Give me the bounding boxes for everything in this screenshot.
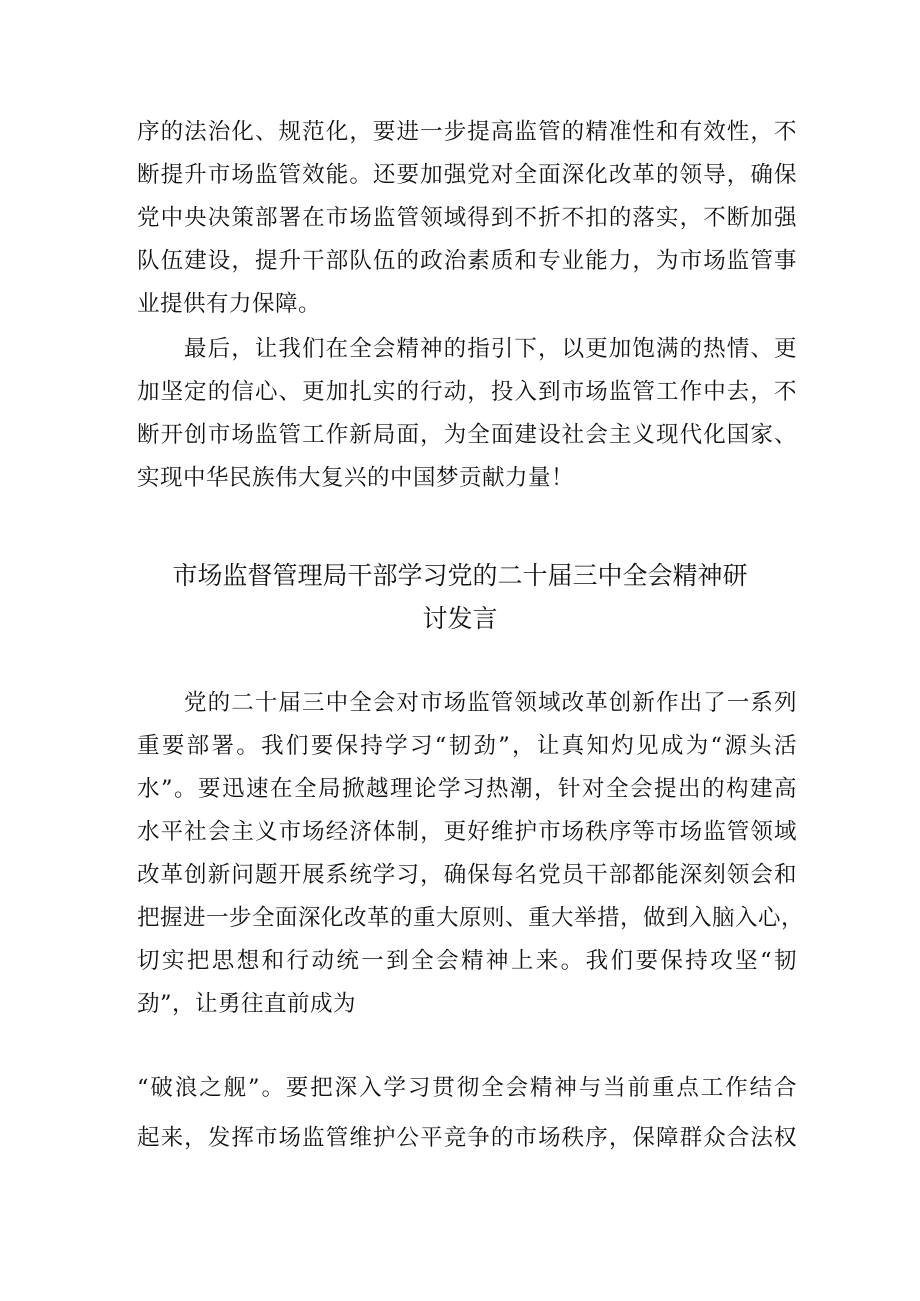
paragraph-b-line-2: 加坚定的信心、更加扎实的行动，投入到市场监管工作中去，不 bbox=[137, 379, 797, 405]
paragraph-c-line-5: 改革创新问题开展系统学习，确保每名党员干部都能深刻领会和 bbox=[137, 862, 797, 888]
paragraph-c-line-4: 水平社会主义市场经济体制，更好维护市场秩序等市场监管领域 bbox=[137, 819, 797, 845]
paragraph-c-line-8: 劲”，让勇往直前成为 bbox=[137, 991, 357, 1017]
paragraph-a-line-4: 队伍建设，提升干部队伍的政治素质和专业能力，为市场监管事 bbox=[137, 248, 797, 274]
paragraph-b-line-3: 断开创市场监管工作新局面，为全面建设社会主义现代化国家、 bbox=[137, 422, 797, 448]
paragraph-a-line-5: 业提供有力保障。 bbox=[137, 291, 322, 317]
paragraph-a-line-1: 序的法治化、规范化，要进一步提高监管的精准性和有效性，不 bbox=[137, 119, 797, 145]
paragraph-c-line-3: 水”。要迅速在全局掀越理论学习热潮，针对全会提出的构建高 bbox=[137, 776, 797, 802]
paragraph-c-line-7: 切实把思想和行动统一到全会精神上来。我们要保持攻坚“韧 bbox=[137, 948, 797, 974]
paragraph-c-line-2: 重要部署。我们要保持学习“韧劲”，让真知灼见成为“源头活 bbox=[137, 733, 797, 759]
article-title-line-2: 讨发言 bbox=[422, 604, 498, 633]
paragraph-b-line-1: 最后，让我们在全会精神的指引下，以更加饱满的热情、更 bbox=[184, 336, 797, 362]
paragraph-c-line-6: 把握进一步全面深化改革的重大原则、重大举措，做到入脑入心， bbox=[137, 905, 805, 931]
paragraph-d-line-1: “破浪之舰”。要把深入学习贯彻全会精神与当前重点工作结合 bbox=[137, 1075, 797, 1101]
paragraph-a-line-3: 党中央决策部署在市场监管领域得到不折不扣的落实，不断加强 bbox=[137, 205, 797, 231]
paragraph-d-line-2: 起来，发挥市场监管维护公平竞争的市场秩序，保障群众合法权 bbox=[137, 1125, 797, 1151]
paragraph-b-line-4: 实现中华民族伟大复兴的中国梦贡献力量！ bbox=[137, 465, 575, 491]
paragraph-c-line-1: 党的二十届三中全会对市场监管领域改革创新作出了一系列 bbox=[184, 690, 797, 716]
paragraph-a-line-2: 断提升市场监管效能。还要加强党对全面深化改革的领导，确保 bbox=[137, 162, 797, 188]
article-title-line-1: 市场监督管理局干部学习党的二十届三中全会精神研 bbox=[172, 561, 748, 590]
